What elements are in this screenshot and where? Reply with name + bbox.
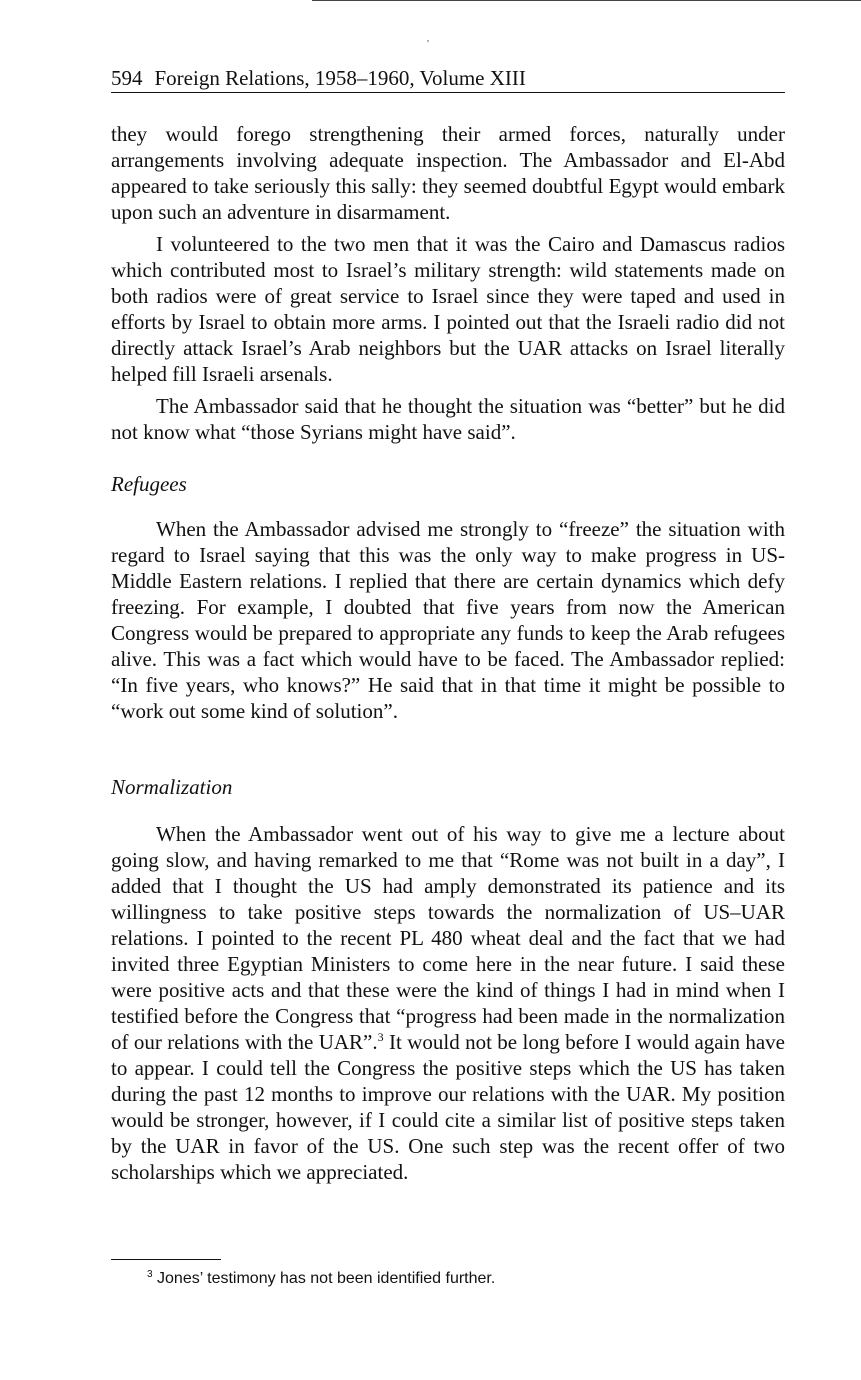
top-edge-rule: [312, 0, 861, 1]
paragraph-normalization: [111, 821, 785, 1185]
footnote-number: 3: [147, 1269, 153, 1280]
paragraph-situation: The Ambassador said that he thought the situation was “better” but he did not know what “those Syrians might have said”.: [111, 394, 785, 444]
paragraph-normalization-part1: When the Ambassador went out of his way to give me a lecture about going slow, and having remarked to me that “Rome was not built in a day”, I added that I thought the US had amply demonstrated its patience and its willingness to take positive steps towards the normalization of US–UAR relations. I pointed to the recent PL 480 wheat deal and the fact that we had invited three Egyptian Ministers to come here in the near future. I said these were positive acts and that these were the kind of things I had in mind when I testified before the Congress that “progress had been made in the normalization of our relations with the UAR”.: [111, 822, 785, 1054]
body-block-refugees: [111, 516, 785, 730]
running-header: [111, 64, 785, 93]
section-heading-refugees: Refugees: [111, 472, 187, 496]
paragraph-continued: they would forego strengthening their armed forces, naturally under arrangements involving adequate inspection. The Ambassador and El-Abd appeared to take seriously this sally: they seemed doubtful Egypt would embark upon such an adventure in disarmament.: [111, 122, 785, 224]
paragraph-refugees: When the Ambassador advised me strongly to “freeze” the situation with regard to Israel saying that this was the only way to make progress in US-Middle Eastern relations. I replied that there are certain dynamics which defy freezing. For example, I doubted that five years from now the American Congress would be prepared to appropriate any funds to keep the Arab refugees alive. This was a fact which would have to be faced. The Ambassador replied: “In five years, who knows?” He said that in that time it might be possible to “work out some kind of solution”.: [111, 517, 785, 723]
body-block-normalization: [111, 821, 785, 1191]
footnote-text: Jones’ testimony has not been identified further.: [157, 1270, 496, 1287]
footnote-reference: 3: [377, 1030, 384, 1044]
page-number: 594: [111, 66, 143, 90]
running-title: Foreign Relations, 1958–1960, Volume XIII: [154, 66, 526, 90]
body-block-1: [111, 121, 785, 451]
paragraph-normalization-part2: It would not be long before I would again have to appear. I could tell the Congress the positive steps which the US has taken during the past 12 months to improve our relations with the UAR. My position would be stronger, however, if I could cite a similar list of positive steps taken by the UAR in favor of the US. One such step was the recent offer of two scholarships which we appreciated.: [111, 1030, 785, 1184]
section-heading-normalization: Normalization: [111, 775, 233, 799]
footnote: [147, 1269, 495, 1289]
paragraph-radios: I volunteered to the two men that it was the Cairo and Damascus radios which contributed most to Israel’s military strength: wild statements made on both radios were of great service to Israel since they were taped and used in efforts by Israel to obtain more arms. I pointed out that the Israeli radio did not directly attack Israel’s Arab neighbors but the UAR attacks on Israel literally helped fill Israeli arsenals.: [111, 232, 785, 386]
scan-speck: ': [427, 38, 429, 50]
footnote-rule: [111, 1259, 221, 1260]
